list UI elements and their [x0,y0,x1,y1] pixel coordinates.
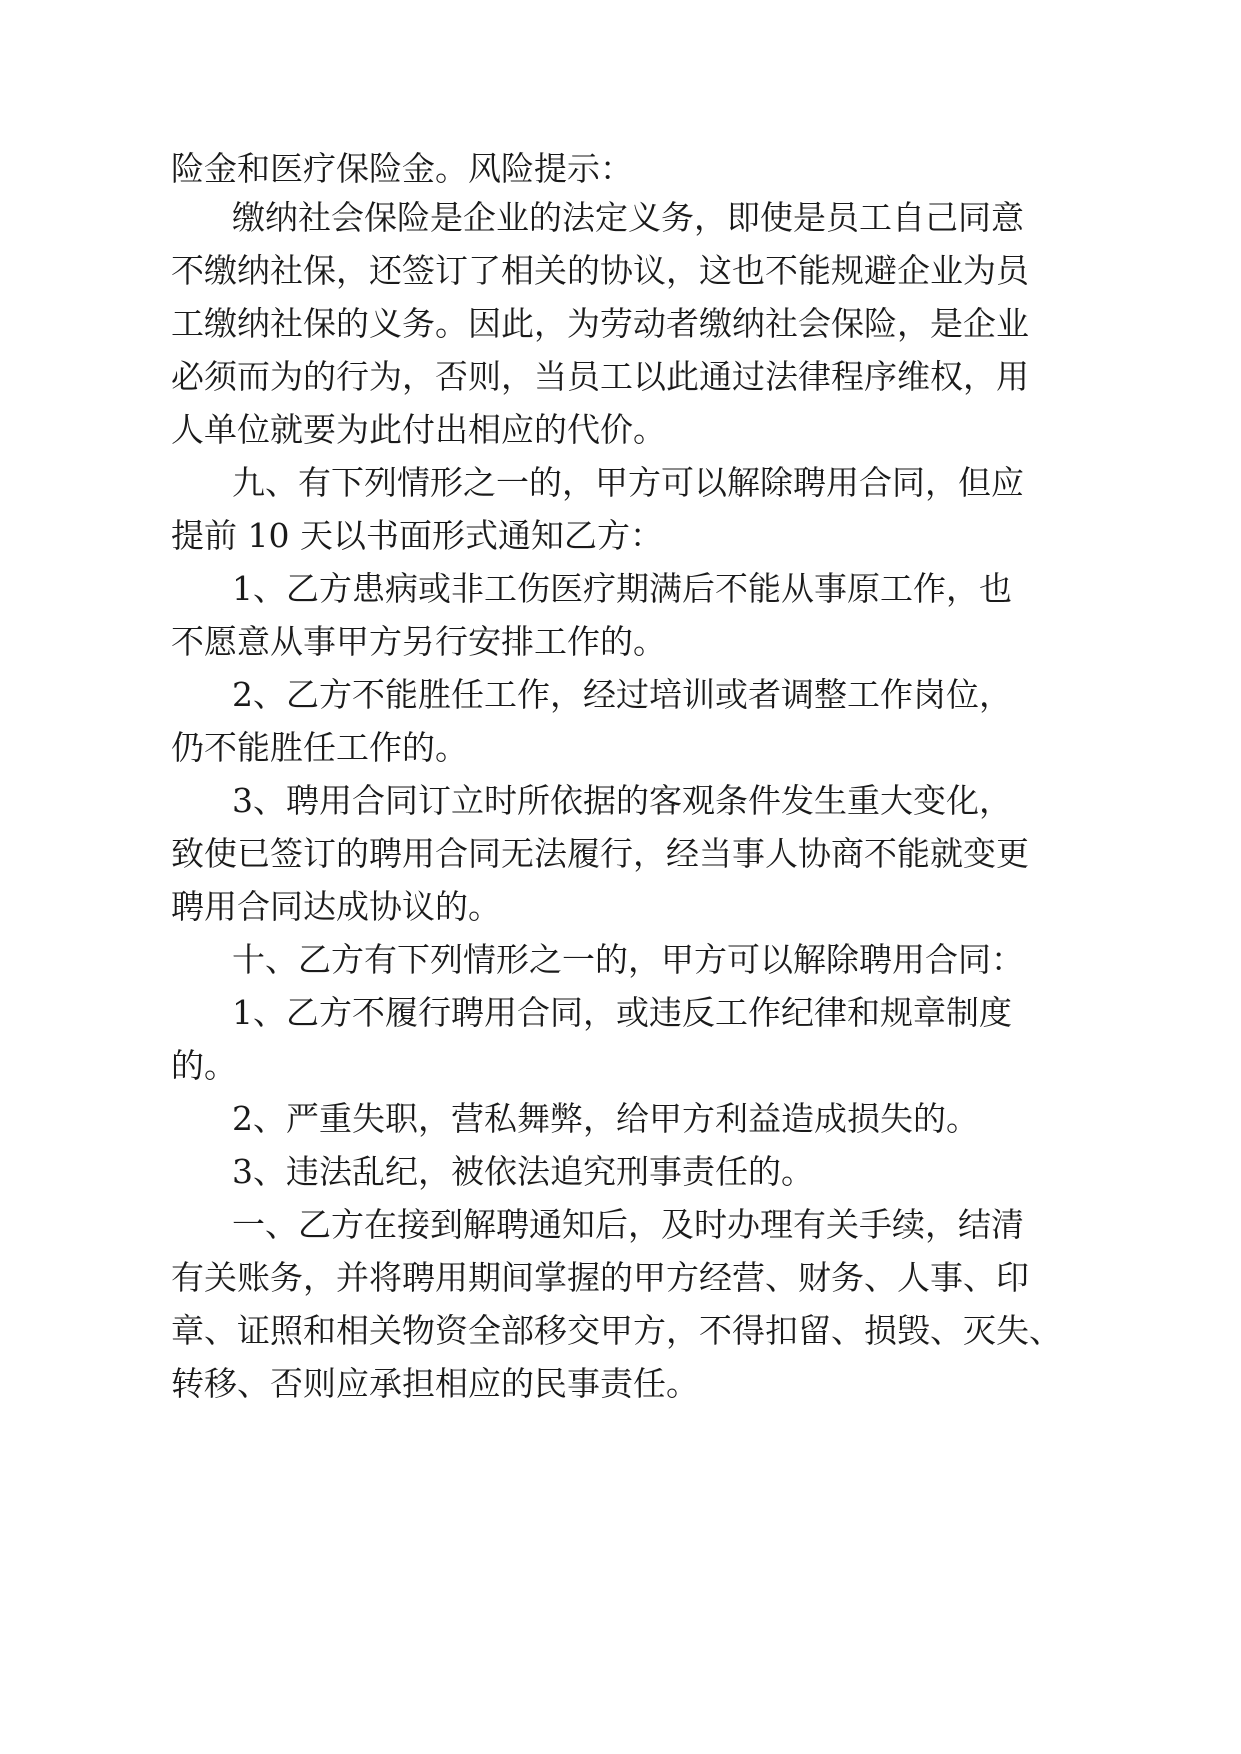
paragraph-line: 不愿意从事甲方另行安排工作的。 [171,622,666,661]
paragraph-line: 1、乙方患病或非工伤医疗期满后不能从事原工作，也 [232,569,1012,608]
paragraph-line: 提前 10 天以书面形式通知乙方： [171,516,663,555]
paragraph-line: 转移、否则应承担相应的民事责任。 [171,1364,699,1403]
paragraph-line: 人单位就要为此付出相应的代价。 [171,410,666,449]
paragraph-line: 一、乙方在接到解聘通知后，及时办理有关手续，结清 [232,1205,1024,1244]
paragraph-line: 有关账务，并将聘用期间掌握的甲方经营、财务、人事、印 [171,1258,1029,1297]
paragraph-line: 险金和医疗保险金。风险提示： [171,149,633,188]
paragraph-line: 聘用合同达成协议的。 [171,887,501,926]
paragraph-line: 2、乙方不能胜任工作，经过培训或者调整工作岗位， [232,675,1012,714]
paragraph-line: 2、严重失职，营私舞弊，给甲方利益造成损失的。 [232,1099,979,1138]
paragraph-line: 工缴纳社保的义务。因此，为劳动者缴纳社会保险，是企业 [171,304,1029,343]
paragraph-line: 章、证照和相关物资全部移交甲方，不得扣留、损毁、灭失、 [171,1311,1062,1350]
paragraph-line: 1、乙方不履行聘用合同，或违反工作纪律和规章制度 [232,993,1012,1032]
paragraph-line: 缴纳社会保险是企业的法定义务，即使是员工自己同意 [232,198,1024,237]
paragraph-line: 的。 [171,1046,237,1085]
paragraph-line: 仍不能胜任工作的。 [171,728,468,767]
paragraph-line: 致使已签订的聘用合同无法履行，经当事人协商不能就变更 [171,834,1029,873]
paragraph-line: 必须而为的行为，否则，当员工以此通过法律程序维权，用 [171,357,1029,396]
paragraph-line: 3、聘用合同订立时所依据的客观条件发生重大变化， [232,781,1012,820]
paragraph-line: 3、违法乱纪，被依法追究刑事责任的。 [232,1152,814,1191]
paragraph-line: 不缴纳社保，还签订了相关的协议，这也不能规避企业为员 [171,251,1029,290]
paragraph-line: 九、有下列情形之一的，甲方可以解除聘用合同，但应 [232,463,1024,502]
paragraph-line: 十、乙方有下列情形之一的，甲方可以解除聘用合同： [232,940,1024,979]
